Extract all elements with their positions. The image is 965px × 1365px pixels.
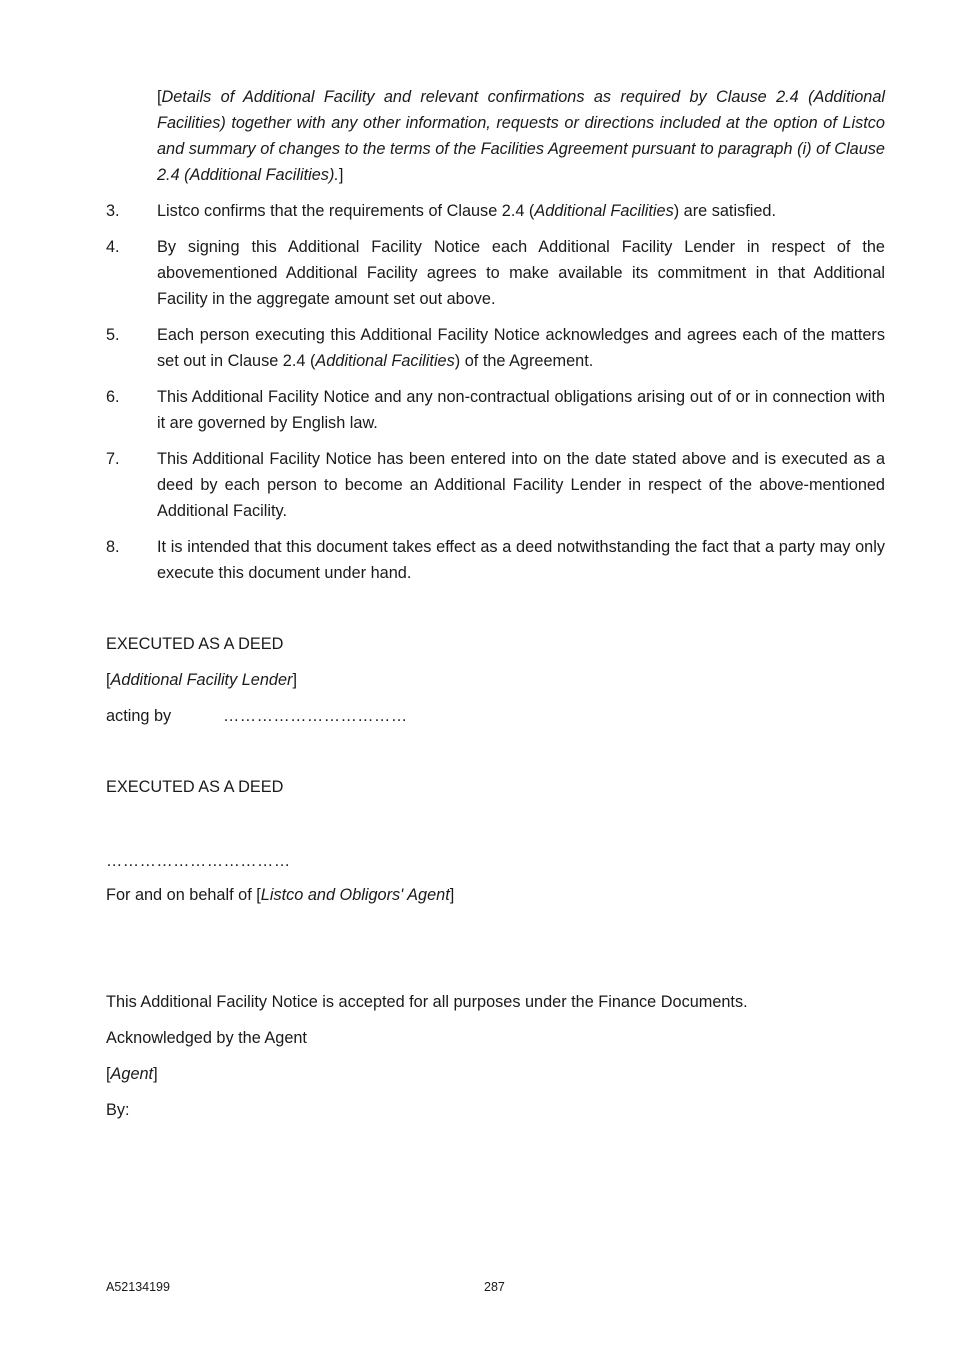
agent-placeholder: [Agent] bbox=[106, 1065, 158, 1083]
page-number: 287 bbox=[484, 1280, 505, 1294]
clause-text: Listco confirms that the requirements of Clause 2.4 (Additional Facilities) are satisfied. bbox=[157, 202, 776, 220]
lender-name-placeholder: [Additional Facility Lender] bbox=[106, 671, 297, 689]
clause-8 bbox=[106, 534, 885, 586]
clause-text: By signing this Additional Facility Notice each Additional Facility Lender in respect of the abovementioned Additional Facility agrees to make available its commitment in that Additional Facility in the aggregate amount set out above. bbox=[157, 238, 885, 308]
on-behalf-of-listco: For and on behalf of [Listco and Obligors' Agent] bbox=[106, 886, 455, 904]
acceptance-statement: This Additional Facility Notice is accepted for all purposes under the Finance Documents. bbox=[106, 993, 748, 1011]
acting-by-signature-line bbox=[106, 703, 408, 729]
acknowledged-by-agent: Acknowledged by the Agent bbox=[106, 1029, 307, 1047]
acting-by-label: acting by bbox=[106, 707, 172, 725]
clause-4 bbox=[106, 234, 885, 312]
clause-number: 4. bbox=[106, 238, 120, 256]
clause-number: 8. bbox=[106, 538, 120, 556]
clause-list bbox=[106, 198, 885, 596]
document-reference: A52134199 bbox=[106, 1280, 170, 1294]
signature-dots: …………………………… bbox=[223, 707, 408, 725]
clause-6 bbox=[106, 384, 885, 436]
listco-signature-dots: …………………………… bbox=[106, 852, 291, 870]
agent-by-label: By: bbox=[106, 1101, 130, 1119]
clause-7 bbox=[106, 446, 885, 524]
clause-text: This Additional Facility Notice and any non-contractual obligations arising out of or in connection with it are governed by English law. bbox=[157, 388, 885, 432]
clause-text: Each person executing this Additional Facility Notice acknowledges and agrees each of the matters set out in Clause 2.4 (Additional Facilities) of the Agreement. bbox=[157, 326, 885, 370]
clause-number: 5. bbox=[106, 326, 120, 344]
clause-number: 3. bbox=[106, 202, 120, 220]
clause-5 bbox=[106, 322, 885, 374]
additional-facility-details-placeholder: [Details of Additional Facility and relevant confirmations as required by Clause 2.4 (Additional Facilities) together with any other information, requests or directions included at the option of Listco and summary of changes to the terms of the Facilities Agreement pursuant to paragraph (i) of Clause 2.4 (Additional Facilities).] bbox=[157, 88, 885, 184]
execution-heading-listco: EXECUTED AS A DEED bbox=[106, 778, 284, 796]
execution-heading-lender: EXECUTED AS A DEED bbox=[106, 635, 284, 653]
clause-text: This Additional Facility Notice has been entered into on the date stated above and is executed as a deed by each person to become an Additional Facility Lender in respect of the above-mentioned Additional Facility. bbox=[157, 450, 885, 520]
clause-number: 7. bbox=[106, 450, 120, 468]
clause-3 bbox=[106, 198, 885, 224]
clause-text: It is intended that this document takes effect as a deed notwithstanding the fact that a party may only execute this document under hand. bbox=[157, 538, 885, 582]
clause-number: 6. bbox=[106, 388, 120, 406]
